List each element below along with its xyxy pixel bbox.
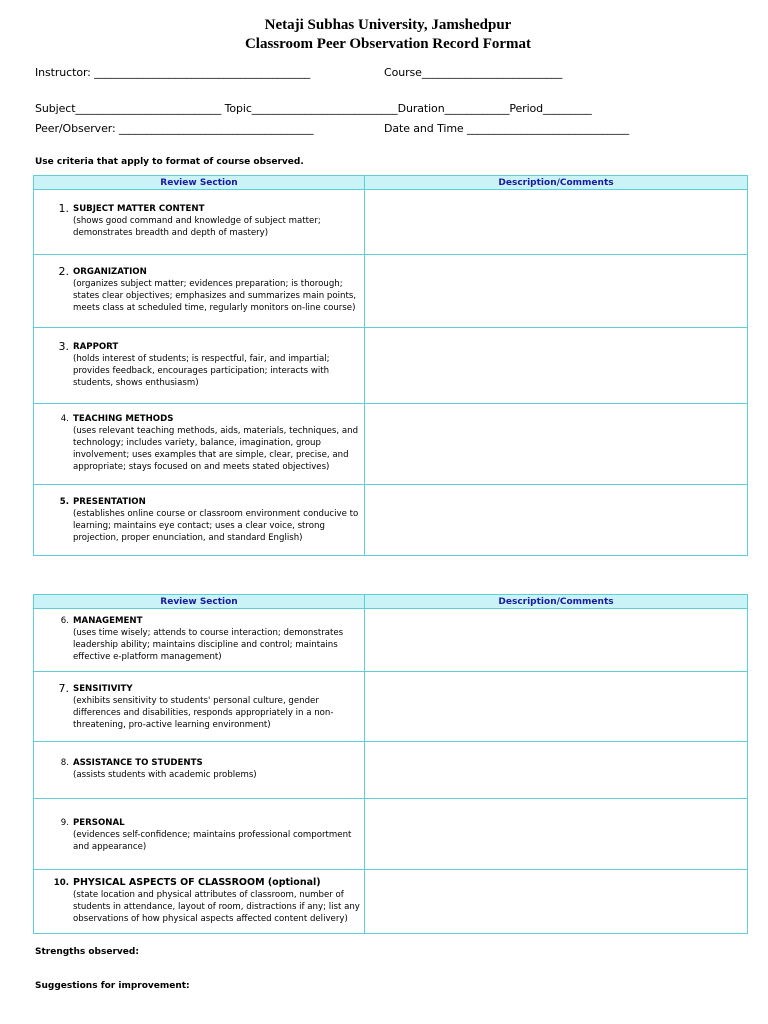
suggestions-label: Suggestions for improvement: [35, 981, 190, 991]
comments-cell[interactable] [365, 255, 748, 328]
review-cell [34, 328, 365, 404]
form-title: Classroom Peer Observation Record Format [244, 36, 532, 52]
item-description: (assists students with academic problems) [73, 770, 257, 780]
table-row [34, 609, 748, 672]
item-description: (exhibits sensitivity to students' personal culture, gender differences and disabilities, responds appropriately in a non-threatening, pro-active learning environment) [73, 696, 334, 730]
comments-cell[interactable] [365, 609, 748, 672]
item-heading: MANAGEMENT [73, 616, 143, 626]
item-description: (uses relevant teaching methods, aids, materials, techniques, and technology; includes variety, balance, imagination, group involvement; uses examples that are simple, clear, precise, and appropriate; stays focused on and meets stated objectives) [73, 426, 359, 472]
review-table-2 [33, 594, 748, 934]
item-number: 1. [58, 202, 69, 215]
strengths-observed-label: Strengths observed: [35, 947, 139, 957]
item-number: 6. [60, 616, 69, 626]
item-description: (evidences self-confidence; maintains professional comportment and appearance) [73, 830, 352, 852]
table-row [34, 485, 748, 556]
review-section-header: Review Section [34, 176, 365, 190]
item-number: 10. [53, 878, 69, 888]
comments-cell[interactable] [365, 799, 748, 870]
review-cell [34, 609, 365, 672]
comments-header: Description/Comments [365, 176, 748, 190]
review-cell [34, 742, 365, 799]
item-number: 5. [59, 497, 69, 507]
table-row [34, 742, 748, 799]
comments-cell[interactable] [365, 190, 748, 255]
table-row [34, 404, 748, 485]
item-number: 8. [60, 758, 69, 768]
item-heading: TEACHING METHODS [73, 414, 174, 424]
item-description: (establishes online course or classroom environment conducive to learning; maintains eye contact; uses a clear voice, strong projection, proper enunciation, and standard English) [73, 509, 359, 543]
subject-topic-field[interactable]: Subject___________________________ Topic___________________________Duration____________Period_________ [35, 102, 592, 115]
criteria-instructions: Use criteria that apply to format of course observed. [35, 157, 304, 167]
item-heading: PERSONAL [73, 818, 125, 828]
review-cell [34, 190, 365, 255]
item-heading: ASSISTANCE TO STUDENTS [73, 758, 203, 768]
comments-cell[interactable] [365, 870, 748, 934]
comments-header: Description/Comments [365, 595, 748, 609]
table-row [34, 328, 748, 404]
item-heading: SENSITIVITY [73, 684, 133, 694]
comments-cell[interactable] [365, 404, 748, 485]
review-cell [34, 799, 365, 870]
review-cell [34, 870, 365, 934]
table-row [34, 672, 748, 742]
item-description: (holds interest of students; is respectful, fair, and impartial; provides feedback, encourages participation; interacts with students, shows enthusiasm) [73, 354, 330, 388]
comments-cell[interactable] [365, 485, 748, 556]
table-row [34, 255, 748, 328]
item-heading: PHYSICAL ASPECTS OF CLASSROOM (optional) [73, 877, 321, 888]
date-time-field[interactable]: Date and Time ______________________________ [384, 122, 629, 135]
university-title: Netaji Subhas University, Jamshedpur [264, 17, 512, 33]
item-number: 2. [58, 265, 69, 278]
item-description: (organizes subject matter; evidences preparation; is thorough; states clear objectives; emphasizes and summarizes main points, meets class at scheduled time, regularly monitors on-line course) [73, 279, 357, 313]
item-heading: ORGANIZATION [73, 267, 147, 277]
item-description: (uses time wisely; attends to course interaction; demonstrates leadership ability; maintains discipline and control; maintains effective e-platform management) [73, 628, 344, 662]
item-number: 7. [58, 682, 69, 695]
observer-field[interactable]: Peer/Observer: ____________________________________ [35, 122, 314, 135]
item-description: (shows good command and knowledge of subject matter; demonstrates breadth and depth of mastery) [73, 216, 321, 238]
instructor-field[interactable]: Instructor: ________________________________________ [35, 66, 311, 79]
item-description: (state location and physical attributes of classroom, number of students in attendance, layout of room, distractions if any; list any observations of how physical aspects affected content delivery) [73, 890, 360, 924]
review-cell [34, 404, 365, 485]
review-cell [34, 255, 365, 328]
item-heading: PRESENTATION [73, 497, 146, 507]
comments-cell[interactable] [365, 328, 748, 404]
item-number: 4. [60, 414, 69, 424]
table-row [34, 799, 748, 870]
item-heading: RAPPORT [73, 342, 119, 352]
item-heading: SUBJECT MATTER CONTENT [73, 204, 205, 214]
review-cell [34, 672, 365, 742]
table-row [34, 870, 748, 934]
course-field[interactable]: Course__________________________ [384, 66, 563, 79]
comments-cell[interactable] [365, 742, 748, 799]
item-number: 3. [58, 340, 69, 353]
review-cell [34, 485, 365, 556]
table-row [34, 190, 748, 255]
review-table-1 [33, 175, 748, 556]
review-section-header: Review Section [34, 595, 365, 609]
item-number: 9. [60, 818, 69, 828]
comments-cell[interactable] [365, 672, 748, 742]
